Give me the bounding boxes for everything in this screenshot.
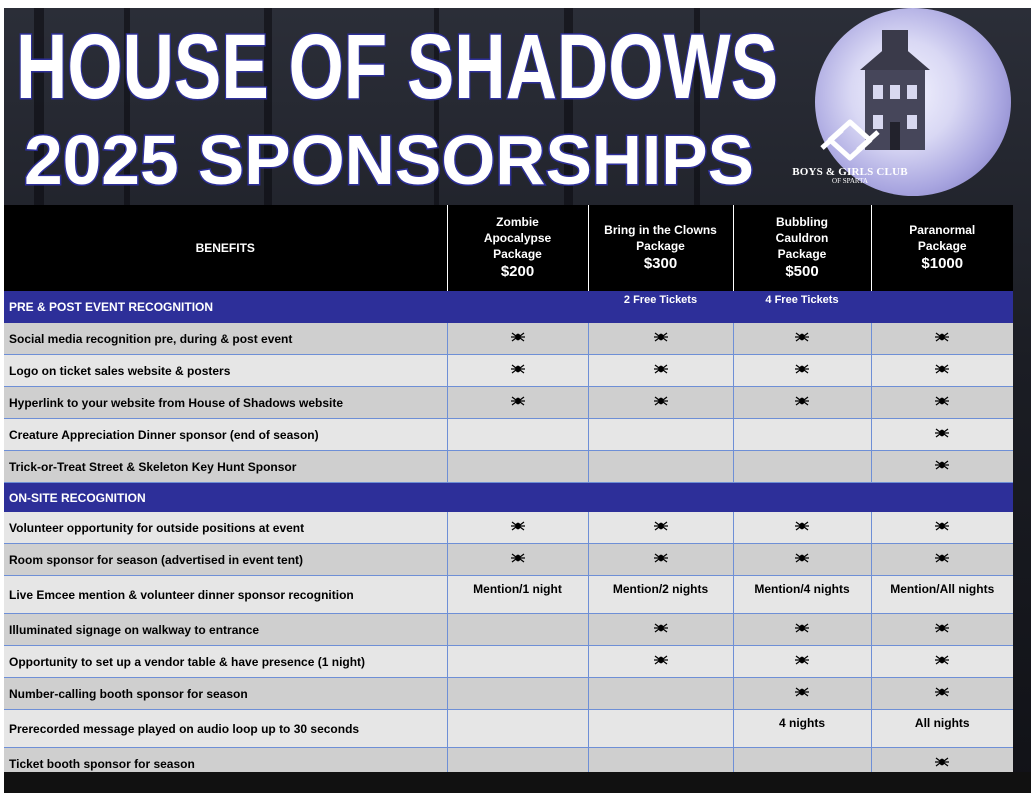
- package-header: Zombie Apocalypse Package $200: [447, 205, 588, 291]
- spider-icon: [588, 614, 733, 646]
- spider-icon: [733, 323, 871, 355]
- benefit-label: Logo on ticket sales website & posters: [4, 355, 447, 387]
- benefit-label: Social media recognition pre, during & post event: [4, 323, 447, 355]
- table-row: [4, 323, 1013, 355]
- title-line2: [20, 118, 760, 198]
- empty-cell: [447, 419, 588, 451]
- package-price: $300: [643, 255, 678, 272]
- package-header: Bubbling Cauldron Package $500: [733, 205, 871, 291]
- spider-icon: [588, 323, 733, 355]
- spider-icon: [871, 614, 1013, 646]
- svg-text:2025 SPONSORSHIPS: 2025 SPONSORSHIPS: [24, 121, 754, 199]
- empty-cell: [447, 710, 588, 748]
- spider-icon: [871, 451, 1013, 483]
- org-name: BOYS & GIRLS CLUB: [792, 166, 908, 178]
- package-price: $1000: [921, 255, 964, 272]
- spider-icon: [733, 678, 871, 710]
- spider-icon: [871, 355, 1013, 387]
- empty-cell: [588, 678, 733, 710]
- benefit-label: Trick-or-Treat Street & Skeleton Key Hunt Sponsor: [4, 451, 447, 483]
- table-row: [4, 544, 1013, 576]
- svg-text:HOUSE OF SHADOWS: HOUSE OF SHADOWS: [16, 16, 778, 118]
- benefit-label: Illuminated signage on walkway to entrance: [4, 614, 447, 646]
- package-price: $500: [785, 263, 819, 280]
- package-header: Paranormal Package $1000: [871, 205, 1013, 291]
- table-row: [4, 355, 1013, 387]
- spider-icon: [447, 323, 588, 355]
- empty-cell: [447, 614, 588, 646]
- benefit-label: Volunteer opportunity for outside positions at event: [4, 512, 447, 544]
- section-label: ON-SITE RECOGNITION: [4, 483, 1013, 513]
- benefits-header: BENEFITS: [4, 205, 447, 291]
- benefit-value: Mention/4 nights: [733, 576, 871, 614]
- table-row: [4, 710, 1013, 748]
- spider-icon: [871, 646, 1013, 678]
- spider-icon: [733, 387, 871, 419]
- spider-icon: [447, 544, 588, 576]
- org-subname: OF SPARTA: [832, 177, 868, 185]
- ticket-note: [447, 291, 588, 323]
- empty-cell: [588, 710, 733, 748]
- empty-cell: [447, 451, 588, 483]
- table-row: [4, 646, 1013, 678]
- bottom-strip: [4, 772, 1031, 793]
- table-row: [4, 576, 1013, 614]
- section-row: [4, 483, 1013, 513]
- benefit-label: Hyperlink to your website from House of Shadows website: [4, 387, 447, 419]
- spider-icon: [733, 355, 871, 387]
- benefit-label: Prerecorded message played on audio loop up to 30 seconds: [4, 710, 447, 748]
- empty-cell: [588, 451, 733, 483]
- table-row: [4, 419, 1013, 451]
- spider-icon: [733, 512, 871, 544]
- section2-rows: [4, 512, 1013, 780]
- spider-icon: [733, 614, 871, 646]
- benefit-value: All nights: [871, 710, 1013, 748]
- benefit-value: Mention/2 nights: [588, 576, 733, 614]
- benefit-label: Room sponsor for season (advertised in event tent): [4, 544, 447, 576]
- benefit-label: Number-calling booth sponsor for season: [4, 678, 447, 710]
- empty-cell: [588, 419, 733, 451]
- section1-rows: [4, 323, 1013, 483]
- spider-icon: [588, 355, 733, 387]
- ticket-note: 4 Free Tickets: [733, 291, 871, 323]
- spider-icon: [588, 646, 733, 678]
- empty-cell: [447, 646, 588, 678]
- benefit-label: Creature Appreciation Dinner sponsor (end of season): [4, 419, 447, 451]
- spider-icon: [447, 512, 588, 544]
- table-row: [4, 614, 1013, 646]
- spider-icon: [733, 646, 871, 678]
- spider-icon: [871, 512, 1013, 544]
- benefit-label: Live Emcee mention & volunteer dinner sponsor recognition: [4, 576, 447, 614]
- package-price: $200: [500, 263, 535, 280]
- sponsorship-table: [4, 205, 1013, 780]
- section-label: PRE & POST EVENT RECOGNITION: [4, 291, 447, 323]
- empty-cell: [447, 678, 588, 710]
- table-row: [4, 387, 1013, 419]
- benefit-value: 4 nights: [733, 710, 871, 748]
- spider-icon: [588, 512, 733, 544]
- section-row: [4, 291, 1013, 323]
- spider-icon: [447, 387, 588, 419]
- spider-icon: [871, 323, 1013, 355]
- spider-icon: [733, 544, 871, 576]
- spider-icon: [588, 544, 733, 576]
- benefit-value: Mention/1 night: [447, 576, 588, 614]
- benefit-label: Opportunity to set up a vendor table & have presence (1 night): [4, 646, 447, 678]
- spider-icon: [447, 355, 588, 387]
- spider-icon: [871, 544, 1013, 576]
- spider-icon: [871, 387, 1013, 419]
- empty-cell: [733, 419, 871, 451]
- empty-cell: [733, 451, 871, 483]
- spider-icon: [871, 419, 1013, 451]
- benefit-value: Mention/All nights: [871, 576, 1013, 614]
- title-line1: [12, 14, 782, 118]
- package-header: Bring in the Clowns Package $300: [588, 205, 733, 291]
- header-row: [4, 205, 1013, 291]
- table-row: [4, 512, 1013, 544]
- table-row: [4, 678, 1013, 710]
- spider-icon: [588, 387, 733, 419]
- ticket-note: 2 Free Tickets: [588, 291, 733, 323]
- benefit-label: Ticket booth sponsor for season: [4, 748, 447, 780]
- boys-girls-club-logo-icon: [800, 110, 900, 170]
- table-row: [4, 451, 1013, 483]
- ticket-note: [871, 291, 1013, 323]
- spider-icon: [871, 678, 1013, 710]
